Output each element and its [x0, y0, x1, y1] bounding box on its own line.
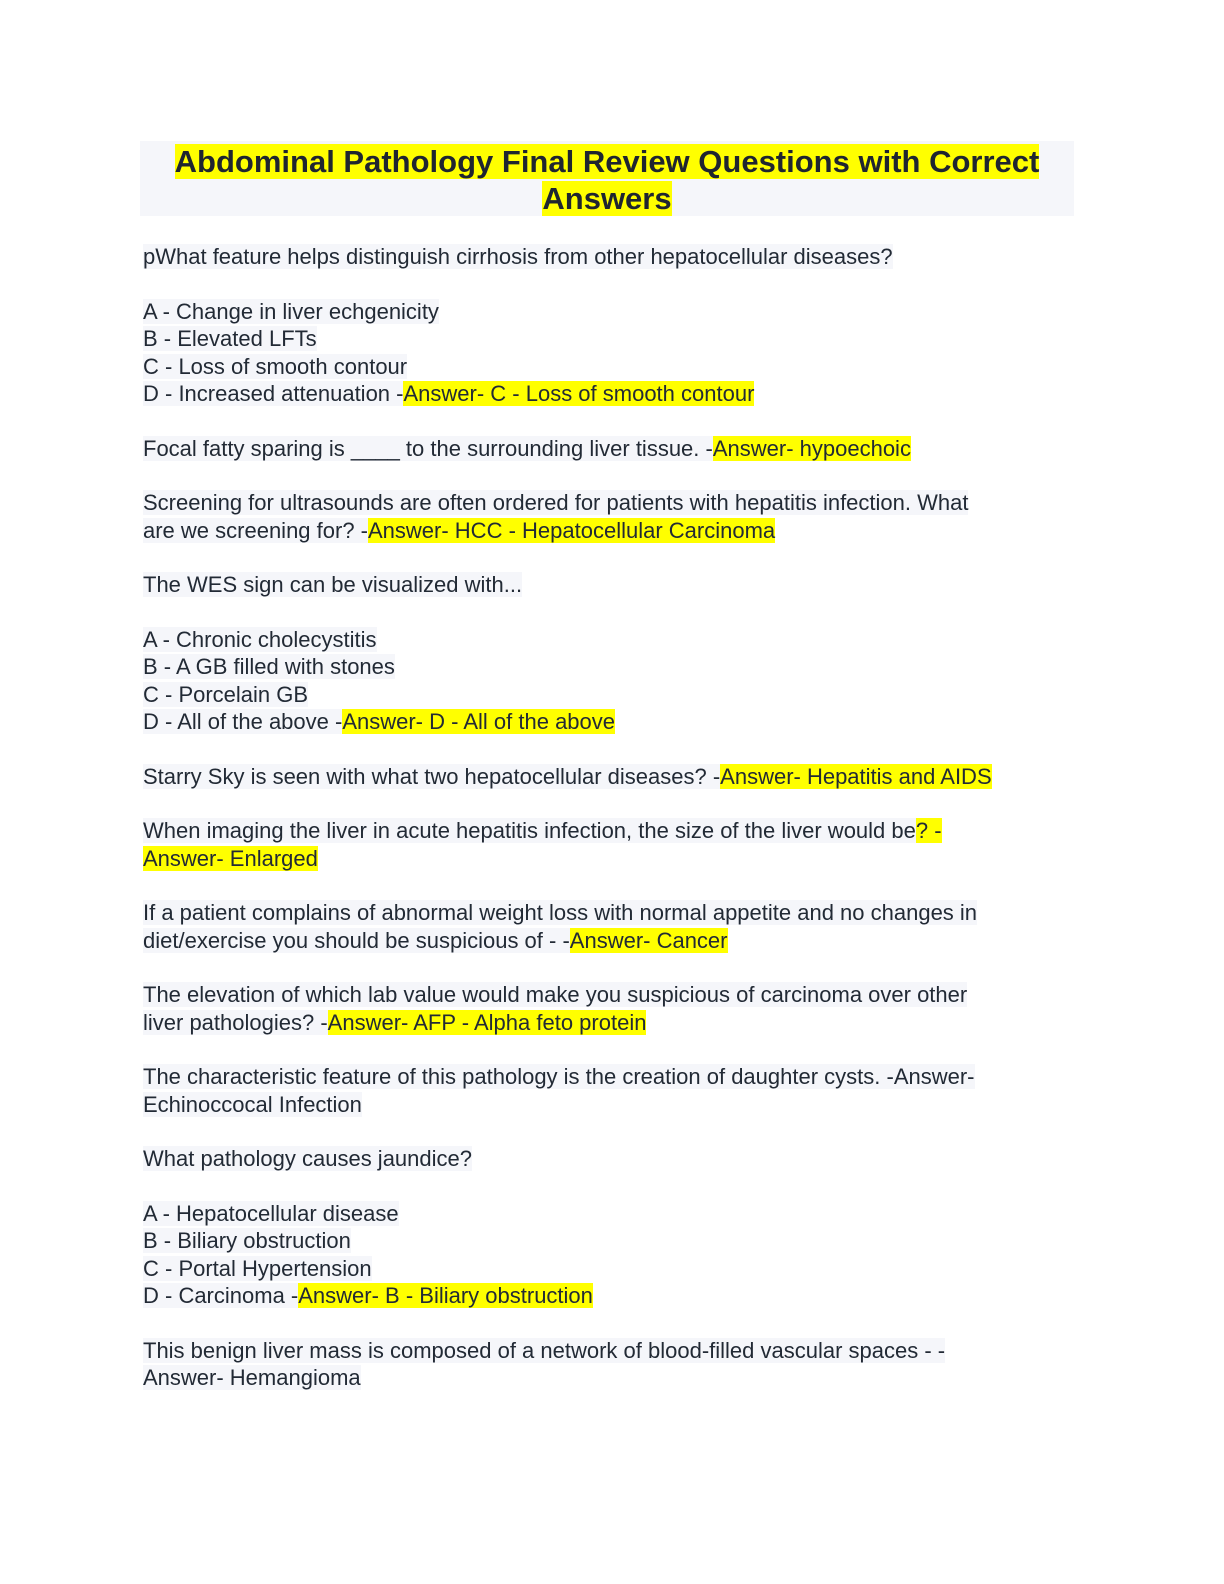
- option-b: B - Biliary obstruction: [143, 1228, 351, 1253]
- question-text: The elevation of which lab value would make you suspicious of carcinoma over other: [143, 982, 968, 1007]
- option-d: D - All of the above -: [143, 709, 343, 734]
- question-text: Screening for ultrasounds are often ordered for patients with hepatitis infection. What: [143, 490, 969, 515]
- answer-highlight: Answer- Cancer: [569, 927, 728, 953]
- question-text: Focal fatty sparing is ____ to the surrounding liver tissue. -: [143, 435, 713, 461]
- options-block-10: [143, 1200, 1043, 1310]
- answer-highlight: Answer- D - All of the above: [342, 709, 616, 734]
- question-block-5: [143, 763, 1043, 791]
- option-d: D - Increased attenuation -: [143, 381, 404, 406]
- answer-highlight: Answer- B - Biliary obstruction: [298, 1283, 593, 1308]
- question-text: diet/exercise you should be suspicious of - -: [143, 927, 570, 953]
- title-line-1: Abdominal Pathology Final Review Questions with Correct: [174, 144, 1040, 179]
- question-block-4: [143, 571, 1043, 599]
- option-a: A - Hepatocellular disease: [143, 1200, 399, 1226]
- option-b: B - A GB filled with stones: [143, 654, 395, 679]
- question-text: The characteristic feature of this pathology is the creation of daughter cysts. -Answer-: [143, 1064, 975, 1089]
- option-c: C - Loss of smooth contour: [143, 353, 408, 379]
- question-block-3: [143, 489, 1043, 544]
- answer-text: Echinoccocal Infection: [143, 1091, 362, 1117]
- answer-highlight: Answer- HCC - Hepatocellular Carcinoma: [368, 517, 776, 543]
- question-block-11: [143, 1337, 1043, 1392]
- title-line-2: Answers: [542, 181, 672, 216]
- answer-highlight: Answer- Enlarged: [143, 845, 318, 871]
- answer-highlight: Answer- AFP - Alpha feto protein: [327, 1009, 647, 1035]
- answer-highlight: Answer- Hepatitis and AIDS: [720, 763, 992, 789]
- question-text: The WES sign can be visualized with...: [143, 572, 523, 597]
- options-block-1: [143, 298, 1043, 408]
- answer-highlight: Answer- hypoechoic: [712, 435, 911, 461]
- question-block-10: [143, 1145, 1043, 1173]
- question-block-9: [143, 1063, 1043, 1118]
- option-a: A - Chronic cholecystitis: [143, 626, 377, 652]
- option-b: B - Elevated LFTs: [143, 326, 317, 351]
- question-block-6: [143, 817, 1043, 872]
- question-block-8: [143, 981, 1043, 1036]
- question-text: What pathology causes jaundice?: [143, 1146, 472, 1171]
- question-text: When imaging the liver in acute hepatitis infection, the size of the liver would be: [143, 818, 916, 843]
- answer-text: Answer- Hemangioma: [143, 1365, 361, 1390]
- option-d: D - Carcinoma -: [143, 1283, 299, 1308]
- options-block-4: [143, 626, 1043, 736]
- question-text: pWhat feature helps distinguish cirrhosis from other hepatocellular diseases?: [143, 244, 893, 269]
- answer-highlight: ? -: [915, 818, 942, 843]
- document-title: [140, 141, 1074, 216]
- option-a: A - Change in liver echgenicity: [143, 298, 439, 324]
- option-c: C - Portal Hypertension: [143, 1255, 372, 1281]
- question-block-2: [143, 435, 1043, 463]
- answer-highlight: Answer- C - Loss of smooth contour: [403, 381, 755, 406]
- question-text: are we screening for? -: [143, 517, 368, 543]
- question-text: This benign liver mass is composed of a network of blood-filled vascular spaces - -: [143, 1337, 946, 1363]
- option-c: C - Porcelain GB: [143, 681, 309, 707]
- question-block-7: [143, 899, 1043, 954]
- question-text: Starry Sky is seen with what two hepatocellular diseases? -: [143, 763, 721, 789]
- document-body: [143, 243, 1043, 1419]
- question-text: If a patient complains of abnormal weight loss with normal appetite and no changes in: [143, 900, 978, 925]
- question-text: liver pathologies? -: [143, 1009, 328, 1035]
- question-block-1: [143, 243, 1043, 271]
